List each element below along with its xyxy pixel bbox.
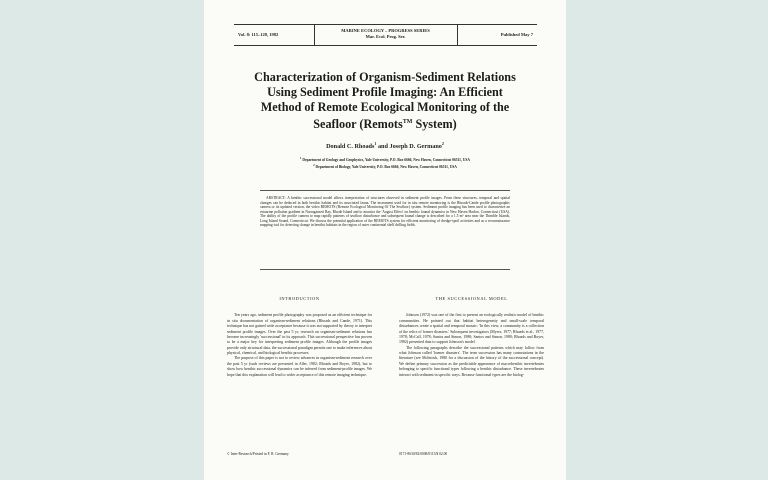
title-line-1: Characterization of Organism-Sediment Relations	[254, 70, 516, 84]
journal-name	[234, 28, 537, 39]
author-1-mark: 1	[374, 141, 377, 146]
introduction-paragraph-1: Ten years ago, sediment profile photography was proposed as an efficient technique for in situ documentation of organism-sediment relations (Rhoads and Cande, 1971). This technique has not gained wide acceptance because it was not supported by theory to interpret sediment profile images. Over the past 5 yr, research on organism-sediment relations has become increasingly 'successional' in its approach. This successional perspective has proven to be a major key for interpreting sediment profile images. Although the profile images provide only structural data, the successional paradigm permits one to make inferences about physical, chemical, and biological benthic processes.	[227, 313, 372, 355]
journal-line-1: MARINE ECOLOGY – PROGRESS SERIES	[341, 28, 430, 33]
abstract-text: ABSTRACT: A benthic successional model allows interpretation of structures observed in sediment profile images. From these structures, temporal and spatial changes can be deduced in both benthic habitat and its associated fauna. The instrument used for in situ remote monitoring is the Rhoads-Cande profile photographic camera or its updated version, the video REMOTS (Remote Ecological Monitoring Of The Seafloor) system. Sediment profile imaging has been used to characterize an estuarine pollution gradient in Narragansett Bay, Rhode Island and to monitor the 'August Effect' on benthic faunal dynamics in New Haven Harbor, Connecticut (USA). The ability of the profile camera to map rapidly patterns of seafloor disturbance and subsequent faunal change is described for a 1.5 m² area near the Thimble Islands, Long Island Sound, Connecticut. We discuss the potential application of the REMOTS system for efficient monitoring of dredge-spoil activities and as a reconnaissance mapping tool for detecting change in benthic habitats in the region of outer continental shelf drilling fields.	[260, 196, 510, 227]
title-line-4	[204, 115, 566, 132]
affiliation-2-text: Department of Biology, Yale University, P.O. Box 6666, New Haven, Connecticut 06511, USA	[314, 165, 457, 170]
affiliation-2	[204, 163, 566, 170]
affiliation-1-mark: 1	[300, 156, 302, 160]
affiliation-1-text: Department of Geology and Geophysics, Yale University, P.O. Box 6666, New Haven, Connecticut 06511, USA	[301, 158, 470, 163]
publication-date: Published May 7	[500, 32, 533, 37]
title-line-3: Method of Remote Ecological Monitoring of the	[260, 100, 510, 114]
author-1: Donald C. Rhoads	[326, 143, 375, 151]
paper-page	[204, 0, 566, 480]
author-2: Joseph D. Germano	[389, 143, 442, 151]
author-2-mark: 2	[441, 141, 444, 146]
affiliations	[204, 156, 566, 170]
affiliation-2-mark: 2	[313, 163, 315, 168]
article-code: 0171-8630/82/0008/0115/$ 02.00	[399, 452, 448, 456]
successional-model-heading: THE SUCCESSIONAL MODEL	[435, 296, 508, 301]
affiliation-1	[204, 156, 566, 163]
copyright-notice: © Inter-Research/Printed in F. R. Germany	[227, 452, 289, 456]
introduction-heading: INTRODUCTION	[279, 296, 320, 301]
journal-line-2: Mar. Ecol. Prog. Ser.	[365, 33, 406, 39]
introduction-column	[227, 296, 372, 378]
successional-model-column	[399, 296, 544, 378]
title-line-4-start: Seafloor (Remots	[313, 117, 403, 132]
volume-info: Vol. 8: 115–128, 1982	[238, 32, 279, 37]
paper-title	[204, 70, 566, 132]
title-line-2: Using Sediment Profile Imaging: An Efficient	[267, 85, 503, 99]
trademark-mark: TM	[402, 119, 413, 125]
successional-paragraph-2: The following paragraphs describe the successional patterns which may follow from what Johnson called 'former disasters'. The term succession has many connotations in the literature (see McIntosh, 1980 for a discussion of the history of the successional concept). We define primary succession as the predictable appearance of macrobenthic invertebrates belonging to specific functional types following a benthic disturbance. These invertebrates interact with sediment in specific ways. Because functional types are the biolog-	[399, 345, 544, 377]
title-line-4-end: System)	[412, 117, 457, 132]
successional-paragraph-1: Johnson (1972) was one of the first to present an ecologically realistic model of benthic communities. He pointed out that habitat heterogeneity and small-scale temporal disturbances create a spatial and temporal mosaic: 'In this view, a community is a collection of the relics of former disasters.' Subsequent investigators (Myers, 1977; Rhoads et al., 1977, 1978; McCall, 1978; Santos and Simon, 1980; Santos and Simon, 1980; Rhoads and Boyer, 1982) presented data to support Johnson's model.	[399, 313, 544, 345]
author-list	[204, 141, 566, 150]
abstract-box	[260, 190, 510, 270]
introduction-paragraph-2: The purpose of this paper is not to review advances in organism-sediment research over the past 5 yr (such reviews are presented in Aller, 1982; Rhoads and Boyer, 1982), but to show how benthic successional dynamics can be inferred from sediment-profile images. We hope that this explanation will lead to wider acceptance of this remote imaging technique.	[227, 356, 372, 377]
journal-header	[234, 24, 537, 46]
author-separator: and	[376, 143, 390, 151]
